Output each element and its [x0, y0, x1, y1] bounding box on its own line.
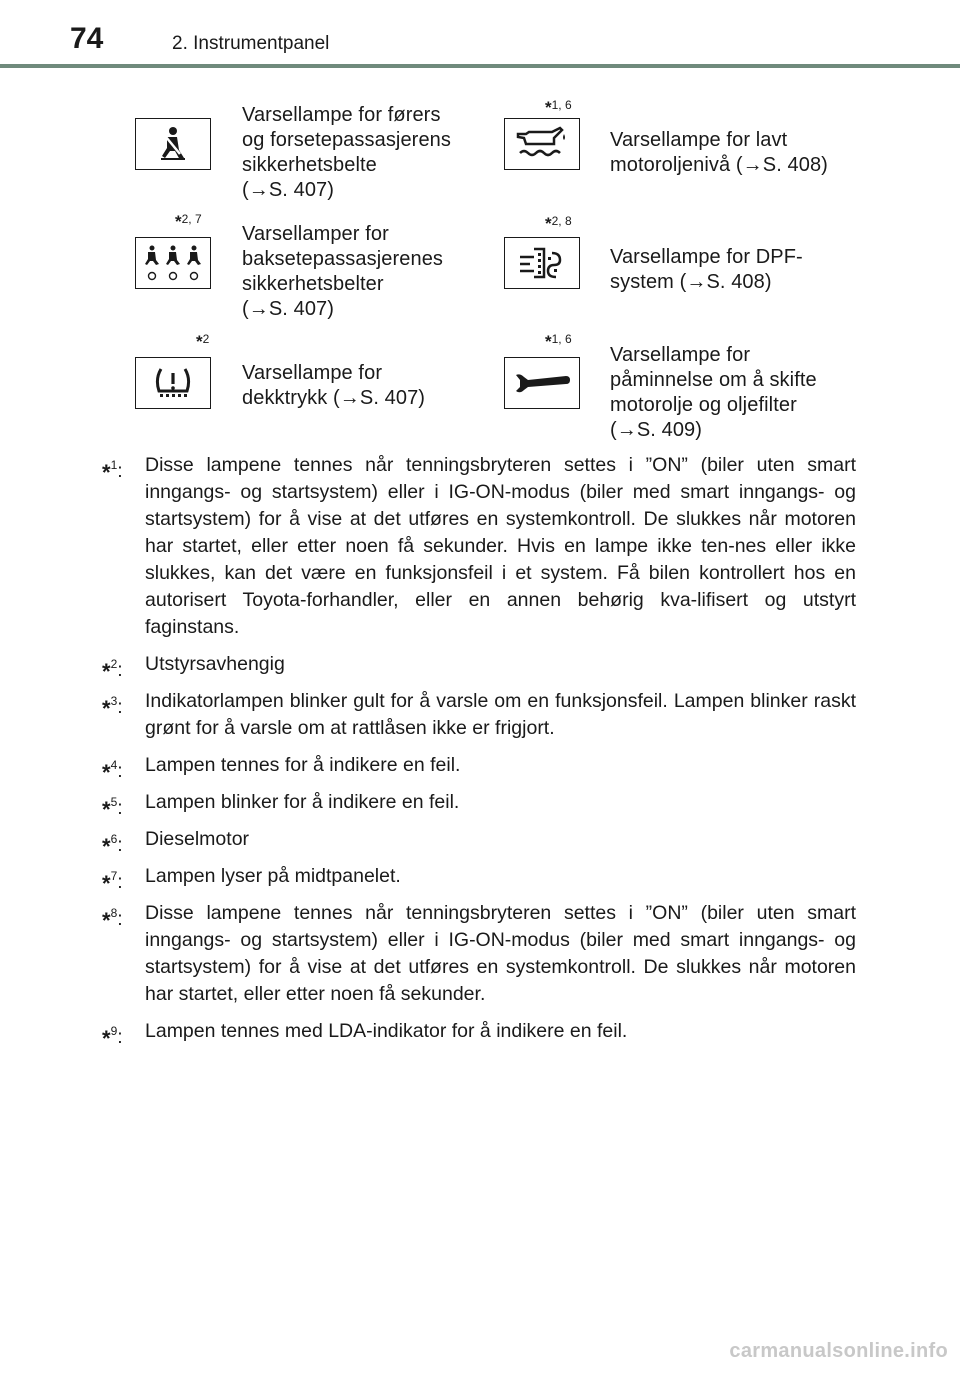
lamp-desc-oil-service [610, 343, 870, 443]
desc-line: system (→S. 408) [610, 271, 772, 293]
footnote-colon: : [117, 834, 123, 856]
footnote-text: Lampen lyser på midtpanelet. [145, 865, 401, 887]
footnote-colon: : [117, 1026, 123, 1048]
footnote-colon: : [117, 460, 123, 482]
note-text: 2 [202, 332, 210, 346]
footnote-number: 9 [110, 1024, 118, 1038]
desc-line: Varsellampe for [610, 344, 751, 366]
lamp-note-dpf: *2, 8 [545, 214, 572, 233]
wrench-icon-box [504, 357, 580, 409]
note-text: 2, 7 [181, 212, 202, 226]
dpf-icon [514, 243, 570, 283]
footnote-number: 5 [110, 795, 118, 809]
footnote-5 [100, 789, 856, 822]
section-title: 2. Instrumentpanel [172, 33, 330, 54]
desc-line: (→S. 407) [242, 179, 335, 201]
desc-line: Varsellampe for DPF- [610, 246, 803, 268]
desc-line: (→S. 409) [610, 419, 703, 441]
lamp-desc-oil-level [610, 128, 870, 178]
lamp-note-rear-seatbelts: *2, 7 [175, 212, 202, 231]
footnote-text: Dieselmotor [145, 828, 250, 850]
footnote-text: Lampen tennes med LDA-indikator for å indikere en feil. [145, 1020, 628, 1042]
desc-line: Varsellampe for [242, 362, 383, 384]
desc-line: (→S. 407) [242, 298, 335, 320]
footnote-9 [100, 1018, 856, 1051]
desc-line: Varsellampe for lavt [610, 129, 788, 151]
oil-level-icon [512, 124, 572, 164]
footnote-number: 8 [110, 906, 118, 920]
footnote-8 [100, 900, 856, 1008]
wrench-icon [510, 363, 574, 403]
footnote-star: * [102, 696, 111, 721]
page-header [0, 0, 960, 72]
lamp-note-tire-pressure: *2 [196, 332, 210, 351]
desc-line: Varsellamper for [242, 223, 389, 245]
footnote-star: * [102, 871, 111, 896]
note-text: 1, 6 [551, 98, 572, 112]
footnote-colon: : [117, 871, 123, 893]
footnote-star: * [102, 797, 111, 822]
header-divider [0, 64, 960, 68]
footnote-number: 2 [110, 657, 118, 671]
lamp-note-oil-level: *1, 6 [545, 98, 572, 117]
desc-line: sikkerhetsbelter [242, 273, 384, 295]
footnote-mark [102, 863, 123, 897]
watermark: carmanualsonline.info [729, 1340, 948, 1362]
footnote-number: 7 [110, 869, 118, 883]
desc-line: motorolje og oljefilter [610, 394, 797, 416]
footnote-text: Utstyrsavhengig [145, 653, 285, 675]
footnote-2 [100, 651, 856, 684]
footnote-mark [102, 752, 123, 786]
footnote-colon: : [117, 760, 123, 782]
footnote-mark [102, 900, 123, 934]
desc-line: og forsetepassasjerens [242, 129, 451, 151]
seatbelt-icon-box [135, 118, 211, 170]
footnote-mark [102, 1018, 123, 1052]
note-text: 2, 8 [551, 214, 572, 228]
footnote-star: * [102, 908, 111, 933]
footnote-mark [102, 826, 123, 860]
footnote-3 [100, 688, 856, 742]
footnote-text: Disse lampene tennes når tenningsbryteren settes i ”ON” (biler uten smart inngangs- og startsystem) eller i IG-ON-modus (biler med smart inngangs- og startsystem) for å vise at det utføres en systemkontroll. De slukkes når motoren har startet, eller etter noen få sekunder. [145, 902, 856, 1005]
footnote-text: Lampen blinker for å indikere en feil. [145, 791, 460, 813]
tire-pressure-icon [151, 363, 195, 403]
note-text: 1, 6 [551, 332, 572, 346]
footnote-text: Disse lampene tennes når tenningsbryteren settes i ”ON” (biler uten smart inngangs- og startsystem) eller i IG-ON-modus (biler med smart inngangs- og startsystem) for å vise at det utføres en systemkontroll. De slukkes når motoren har startet, eller etter noen få sekunder. Hvis en lampe ikke ten-nes eller ikke slukkes, kan det være en funksjonsfeil i et system. Få bilen kontrollert hos en autorisert Toyota-forhandler, eller en annen behørig kva-lifisert og utstyrt faginstans. [145, 454, 856, 638]
seatbelt-icon [153, 124, 193, 164]
footnote-star: * [102, 834, 111, 859]
footnote-mark [102, 651, 123, 685]
oil-level-icon-box [504, 118, 580, 170]
footnote-star: * [102, 460, 111, 485]
footnote-4 [100, 752, 856, 785]
footnote-star: * [102, 760, 111, 785]
lamp-desc-dpf [610, 245, 870, 295]
footnote-6 [100, 826, 856, 859]
desc-line: dekktrykk (→S. 407) [242, 387, 426, 409]
footnote-mark [102, 789, 123, 823]
footnote-number: 6 [110, 832, 118, 846]
footnote-1 [100, 452, 856, 641]
footnote-number: 3 [110, 694, 118, 708]
footnote-number: 1 [110, 458, 118, 472]
footnote-star: * [102, 1026, 111, 1051]
lamp-desc-rear-seatbelts [242, 222, 482, 322]
desc-line: Varsellampe for førers [242, 104, 441, 126]
rear-seatbelts-icon [140, 243, 206, 283]
tire-pressure-icon-box [135, 357, 211, 409]
footnote-text: Lampen tennes for å indikere en feil. [145, 754, 461, 776]
lamp-desc-tire-pressure [242, 361, 482, 411]
footnote-number: 4 [110, 758, 118, 772]
lamp-desc-seatbelt [242, 103, 482, 203]
desc-line: påminnelse om å skifte [610, 369, 817, 391]
footnote-7 [100, 863, 856, 896]
footnote-colon: : [117, 797, 123, 819]
dpf-icon-box [504, 237, 580, 289]
desc-line: motoroljenivå (→S. 408) [610, 154, 828, 176]
lamp-note-oil-service: *1, 6 [545, 332, 572, 351]
footnote-star: * [102, 659, 111, 684]
footnote-mark [102, 688, 123, 722]
footnotes [100, 452, 856, 1055]
page-number: 74 [70, 22, 104, 55]
footnote-colon: : [117, 908, 123, 930]
footnote-mark [102, 452, 123, 486]
footnote-text: Indikatorlampen blinker gult for å varsle om en funksjonsfeil. Lampen blinker raskt grønt for å varsle om at rattlåsen ikke er frigjort. [145, 690, 856, 739]
desc-line: baksetepassasjerenes [242, 248, 444, 270]
desc-line: sikkerhetsbelte [242, 154, 377, 176]
footnote-colon: : [117, 696, 123, 718]
rear-seatbelts-icon-box [135, 237, 211, 289]
footnote-colon: : [117, 659, 123, 681]
